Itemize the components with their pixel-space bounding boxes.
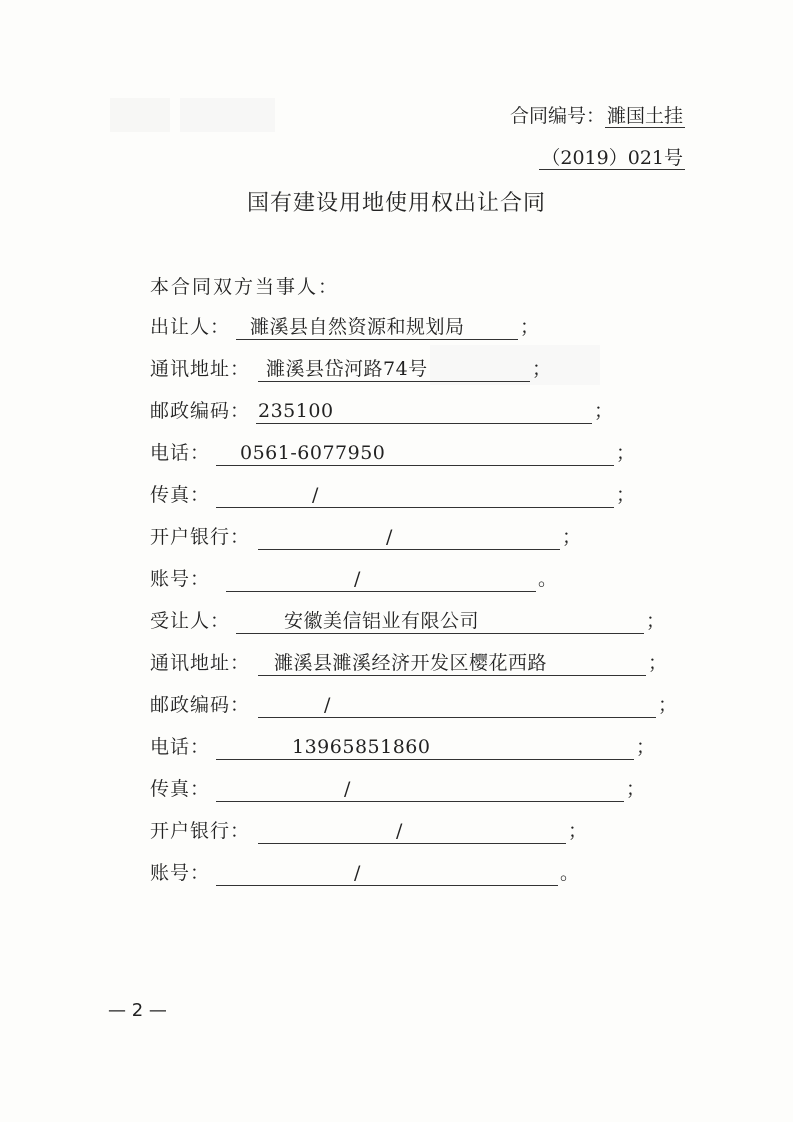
transferee-address-label: 通讯地址： bbox=[150, 652, 251, 674]
transferor-account-value: / bbox=[354, 568, 361, 590]
semicolon: ； bbox=[648, 652, 668, 674]
contract-number-year: （2019）021号 bbox=[541, 147, 683, 169]
transferee-account-underline bbox=[216, 858, 558, 886]
transferee-fax-underline bbox=[216, 774, 624, 802]
transferor-address-label: 通讯地址： bbox=[150, 358, 251, 380]
transferor-phone-value: 0561-6077950 bbox=[240, 442, 386, 464]
contract-number-value: 濉国土挂 bbox=[606, 105, 683, 127]
period: 。 bbox=[560, 862, 580, 884]
transferor-postcode-label: 邮政编码： bbox=[150, 400, 251, 422]
transferee-bank-value: / bbox=[396, 820, 403, 842]
transferee-bank-underline bbox=[258, 816, 566, 844]
period: 。 bbox=[538, 568, 558, 590]
transferor-address-value: 濉溪县岱河路74号 bbox=[266, 358, 428, 380]
semicolon: ； bbox=[626, 778, 646, 800]
transferee-postcode-underline bbox=[258, 690, 656, 718]
contract-number-block bbox=[510, 104, 685, 170]
transferor-name-value: 濉溪县自然资源和规划局 bbox=[250, 316, 465, 338]
semicolon: ； bbox=[594, 400, 614, 422]
transferee-account-value: / bbox=[354, 862, 361, 884]
semicolon: ； bbox=[658, 694, 678, 716]
transferor-account-label: 账号： bbox=[150, 568, 211, 590]
transferee-postcode-label: 邮政编码： bbox=[150, 694, 251, 716]
page-number: — 2 — bbox=[108, 1000, 167, 1021]
semicolon: ； bbox=[532, 358, 552, 380]
transferee-fax-label: 传真： bbox=[150, 778, 211, 800]
transferor-fax-label: 传真： bbox=[150, 484, 211, 506]
transferor-postcode-value: 235100 bbox=[258, 400, 334, 422]
transferor-bank-underline bbox=[258, 522, 560, 550]
transferee-address-value: 濉溪县濉溪经济开发区樱花西路 bbox=[274, 652, 548, 674]
transferee-account-label: 账号： bbox=[150, 862, 211, 884]
semicolon: ； bbox=[646, 610, 666, 632]
semicolon: ； bbox=[616, 484, 636, 506]
transferor-bank-value: / bbox=[386, 526, 393, 548]
scan-artifact bbox=[180, 98, 275, 132]
transferee-fax-value: / bbox=[344, 778, 351, 800]
semicolon: ； bbox=[636, 736, 656, 758]
document-title: 国有建设用地使用权出让合同 bbox=[246, 191, 546, 216]
transferee-name-value: 安徽美信铝业有限公司 bbox=[284, 610, 480, 632]
transferee-name-label: 受让人： bbox=[150, 610, 231, 632]
semicolon: ； bbox=[616, 442, 636, 464]
transferor-account-underline bbox=[226, 564, 536, 592]
contract-number-label: 合同编号： bbox=[509, 105, 605, 127]
transferor-name-label: 出让人： bbox=[150, 316, 231, 338]
semicolon: ； bbox=[520, 316, 540, 338]
parties-heading: 本合同双方当事人： bbox=[150, 276, 340, 298]
scan-artifact bbox=[110, 98, 170, 132]
transferor-fax-value: / bbox=[312, 484, 319, 506]
transferee-phone-label: 电话： bbox=[150, 736, 211, 758]
transferor-phone-label: 电话： bbox=[150, 442, 211, 464]
semicolon: ； bbox=[568, 820, 588, 842]
transferee-bank-label: 开户银行： bbox=[150, 820, 251, 842]
semicolon: ； bbox=[562, 526, 582, 548]
transferee-phone-value: 13965851860 bbox=[292, 736, 431, 758]
transferor-fax-underline bbox=[216, 480, 614, 508]
transferor-bank-label: 开户银行： bbox=[150, 526, 251, 548]
transferee-postcode-value: / bbox=[324, 694, 331, 716]
